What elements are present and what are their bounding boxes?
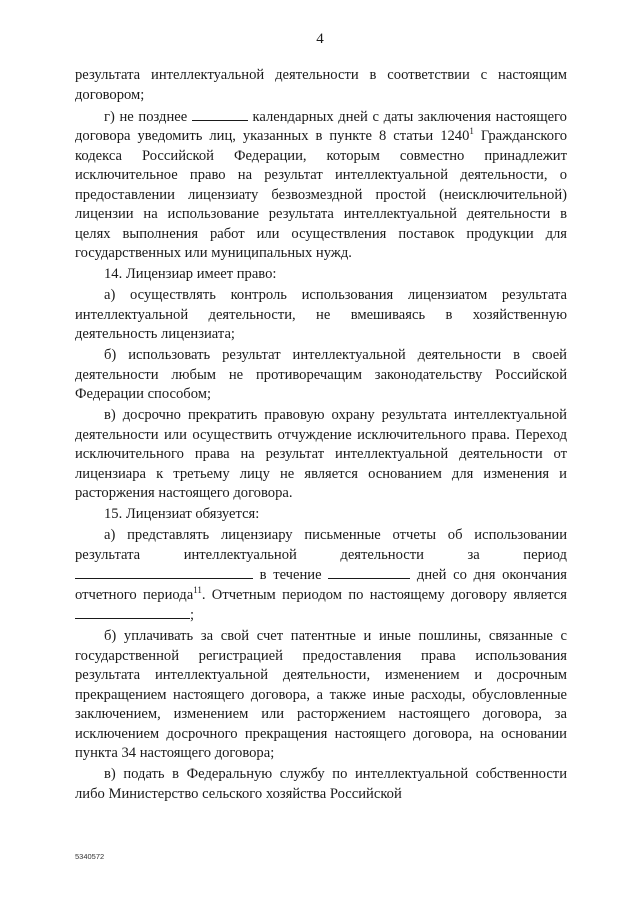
blank-report-days-field <box>328 565 410 579</box>
paragraph-15a-days: дней со дня окончания отчетного периода <box>75 567 568 603</box>
paragraph-15a-period: . Отчетным периодом по настоящему договору является <box>201 586 568 603</box>
footnote-ref-11: 11 <box>193 584 202 595</box>
footnote-ref-1: 1 <box>469 126 474 137</box>
blank-days-field <box>192 107 248 121</box>
paragraph-15v: в) подать в Федеральную службу по интеллектуальной собственности либо Министерство сельского хозяйства Российской <box>75 766 567 802</box>
blank-reporting-period-field <box>75 605 190 619</box>
blank-period-field <box>75 565 253 579</box>
paragraph-15a-end: ; <box>190 607 195 623</box>
section-15-title: 15. Лицензиат обязуется: <box>104 506 260 522</box>
paragraph-15a-within: в течение <box>259 567 322 583</box>
paragraph-14a: а) осуществлять контроль использования лицензиатом результата интеллектуальной деятельности, не вмешиваясь в хозяйственную деятельность лицензиата; <box>75 287 567 342</box>
paragraph-14v: в) досрочно прекратить правовую охрану результата интеллектуальной деятельности или осуществить отчуждение исключительного права. Переход исключительного права на результат интеллектуальной деятельности от лицензиара к третьему лицу не является основанием для изменения и расторжения настоящего договора. <box>75 407 567 501</box>
paragraph-15a <box>75 526 567 626</box>
page-number: 4 <box>316 31 324 47</box>
document-id: 5340572 <box>75 852 105 861</box>
paragraph-15b: б) уплачивать за свой счет патентные и иные пошлины, связанные с государственной регистрацией предоставления права использования результата интеллектуальной деятельности, изменением и досрочным прекращением настоящего договора, а также иные расходы, обусловленные заключением, изменением или расторжением настоящего договора, за исключением досрочного прекращения настоящего договора, на основании пункта 34 настоящего договора; <box>75 628 567 761</box>
paragraph-intro: результата интеллектуальной деятельности в соответствии с настоящим договором; <box>75 67 567 103</box>
paragraph-13g <box>75 107 567 264</box>
paragraph-14b: б) использовать результат интеллектуальной деятельности в своей деятельности любым не противоречащим законодательству Российской Федерации способом; <box>75 347 567 402</box>
paragraph-13g-start: г) не позднее <box>104 108 188 125</box>
paragraph-13g-end: Гражданского кодекса Российской Федерации, которым совместно принадлежит исключительное право на результат интеллектуальной деятельности, о предоставлении лицензиату безвозмездной простой (неисключительной) лицензии на использование результата интеллектуальной деятельности в целях выполнения работ или осуществления поставок продукции для государственных или муниципальных нужд. <box>75 128 567 261</box>
paragraph-13g-middle: календарных дней с даты заключения настоящего договора уведомить лиц, указанных в пункте 8 статьи 1240 <box>75 108 567 144</box>
section-14-title: 14. Лицензиар имеет право: <box>104 266 277 282</box>
paragraph-15a-start: а) представлять лицензиару письменные отчеты об использовании результата интеллектуальной деятельности за период <box>75 527 567 563</box>
document-body <box>75 66 567 806</box>
